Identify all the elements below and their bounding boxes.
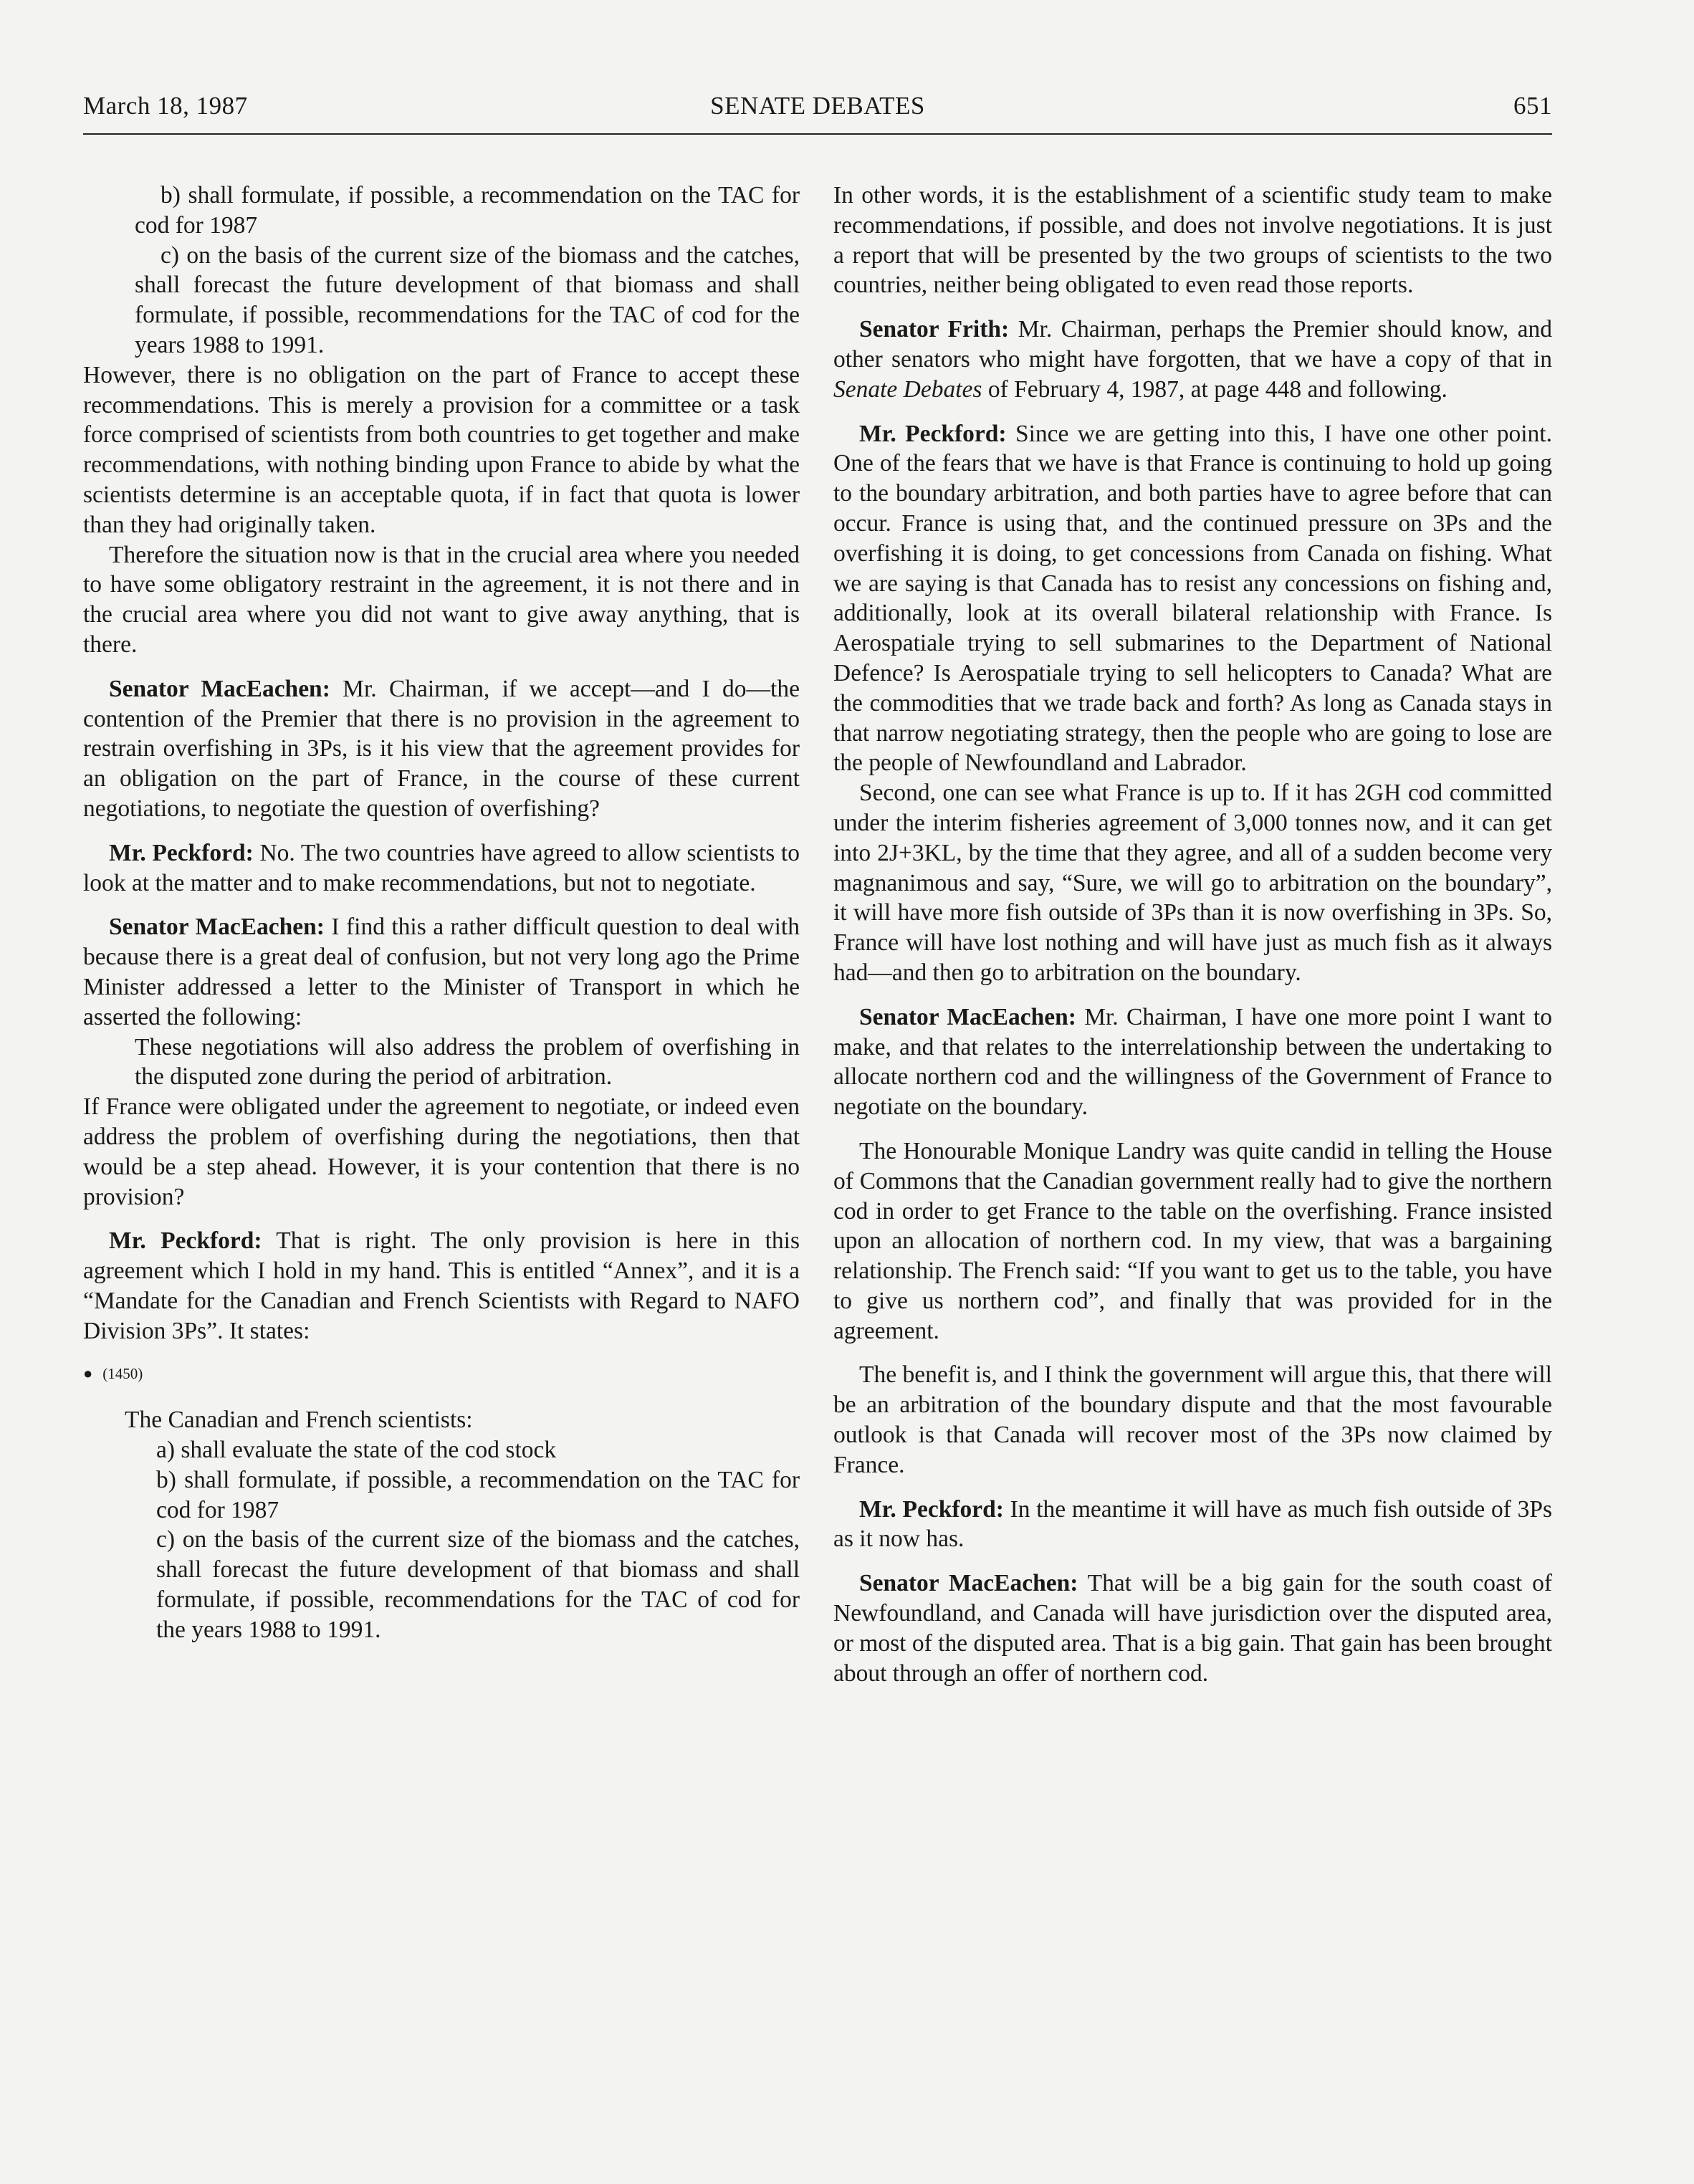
header-date: March 18, 1987 <box>83 92 248 120</box>
speaker-name: Senator Frith: <box>859 316 1010 343</box>
paragraph: If France were obligated under the agreement to negotiate, or indeed even address the problem of overfishing during the negotiations, then that would be a step ahead. However, it is your contention that there is no provision? <box>83 1093 800 1210</box>
page-header <box>83 92 1552 135</box>
speech <box>83 1226 800 1346</box>
speech-text: That will be a big gain for the south coast of Newfoundland, and Canada will have jurisdiction over the disputed area, or most of the disputed area. That is a big gain. That gain has been brought about through an offer of northern cod. <box>833 1570 1552 1687</box>
speech-text: That is right. The only provision is here in this agreement which I hold in my hand. This is entitled “Annex”, and it is a “Mandate for the Canadian and French Scientists with Regard to NAFO Division 3Ps”. It states: <box>83 1227 800 1344</box>
time-marker-label: (1450) <box>102 1365 143 1383</box>
speech-text: Mr. Chairman, if we accept—and I do—the contention of the Premier that there is no provision in the agreement to restrain overfishing in 3Ps, is it his view that the agreement provides for an obligation on the part of France, in the course of these current negotiations, to negotiate the question of overfishing? <box>83 675 800 822</box>
speaker-name: Senator MacEachen: <box>859 1003 1076 1030</box>
paragraph: Therefore the situation now is that in the crucial area where you needed to have some obligatory restraint in the agreement, it is not there and in the crucial area where you did not want to give away anything, that is there. <box>83 541 800 658</box>
speech-text: Mr. Chairman, perhaps the Premier should know, and other senators who might have forgotten, that we have a copy of that in <box>833 316 1552 373</box>
left-column <box>83 181 800 1645</box>
quote-intro: The Canadian and French scientists: <box>125 1407 473 1434</box>
quote-item-c: c) on the basis of the current size of the biomass and the catches, shall forecast the future development of that biomass and shall formulate, if possible, recommendations for the TAC of cod for the years 1988 to 1991. <box>135 241 800 358</box>
page-number: 651 <box>1513 92 1552 120</box>
paragraph: Second, one can see what France is up to. If it has 2GH cod committed under the interim fisheries agreement of 3,000 tonnes now, and it can get into 2J+3KL, by the time that they agree, and all of a sudden become very magnanimous and say, “Sure, we will go to arbitration on the boundary”, it will have more fish outside of 3Ps than it is now overfishing in 3Ps. So, France will have lost nothing and will have just as much fish as it always had—and then go to arbitration on the boundary. <box>833 780 1552 986</box>
paragraph: In other words, it is the establishment of a scientific study team to make recommendations, if possible, and does not involve negotiations. It is just a report that will be presented by the two groups of scientists to the two countries, neither being obligated to even read those reports. <box>833 182 1552 299</box>
speech-text: I find this a rather difficult question to deal with because there is a great deal of confusion, but not very long ago the Prime Minister addressed a letter to the Minister of Transport in which he asserted the following: <box>83 914 800 1030</box>
speaker-name: Senator MacEachen: <box>109 914 325 941</box>
quote-item-a: a) shall evaluate the state of the cod stock <box>156 1437 557 1464</box>
time-marker <box>83 1359 800 1389</box>
speech-text: No. The two countries have agreed to allow scientists to look at the matter and to make recommendations, but not to negotiate. <box>83 839 800 896</box>
speech <box>833 1495 1552 1555</box>
quote-item-b: b) shall formulate, if possible, a recommendation on the TAC for cod for 1987 <box>135 182 800 239</box>
quote-item-b: b) shall formulate, if possible, a recommendation on the TAC for cod for 1987 <box>156 1466 800 1523</box>
speech <box>833 419 1552 779</box>
speech-text: In the meantime it will have as much fish outside of 3Ps as it now has. <box>833 1495 1553 1553</box>
speech <box>833 1002 1552 1122</box>
speaker-name: Mr. Peckford: <box>109 839 254 866</box>
speech <box>833 1568 1552 1688</box>
speaker-name: Senator MacEachen: <box>859 1570 1078 1597</box>
header-title: SENATE DEBATES <box>710 92 925 120</box>
speech-text: of February 4, 1987, at page 448 and following. <box>982 375 1447 403</box>
speech-text: Since we are getting into this, I have one other point. One of the fears that we have is that France is continuing to hold up going to the boundary arbitration, and both parties have to agree before that can occur. France is using that, and the continued pressure on 3Ps and the overfishing it is doing, to get concessions from Canada on fishing. What we are saying is that Canada has to resist any concessions on fishing and, additionally, look at its overall bilateral relationship with France. Is Aerospatiale trying to sell submarines to the Department of National Defence? Is Aerospatiale trying to sell helicopters to Canada? What are the commodities that we trade back and forth? As long as Canada stays in that narrow negotiating strategy, then the people who are going to lose are the people of Newfoundland and Labrador. <box>833 420 1552 777</box>
speech <box>83 838 800 899</box>
speaker-name: Mr. Peckford: <box>859 420 1007 447</box>
bullet-icon: ● <box>83 1364 93 1383</box>
speaker-name: Senator MacEachen: <box>109 675 330 702</box>
quote-item-c: c) on the basis of the current size of the biomass and the catches, shall forecast the future development of that biomass and shall formulate, if possible, recommendations for the TAC of cod for the years 1988 to 1991. <box>156 1526 800 1643</box>
paragraph: The Honourable Monique Landry was quite candid in telling the House of Commons that the Canadian government really had to give the northern cod in order to get France to the table on the overfishing. France insisted upon an allocation of northern cod. In my view, that was a bargaining relationship. The French said: “If you want to get us to the table, you have to give us northern cod”, and finally that was provided for in the agreement. <box>833 1137 1552 1344</box>
speaker-name: Mr. Peckford: <box>109 1227 262 1255</box>
speech-text: Mr. Chairman, I have one more point I want to make, and that relates to the interrelationship between the undertaking to allocate northern cod and the willingness of the Government of France to negotiate on the boundary. <box>833 1003 1552 1121</box>
speech <box>83 912 800 1032</box>
publication-title: Senate Debates <box>833 375 982 403</box>
right-column <box>833 181 1552 1688</box>
speech <box>833 315 1552 404</box>
speaker-name: Mr. Peckford: <box>859 1495 1004 1523</box>
paragraph: However, there is no obligation on the part of France to accept these recommendations. This is merely a provision for a committee or a task force comprised of scientists from both countries to get together and make recommendations, with nothing binding upon France to abide by what the scientists determine is an acceptable quota, if in fact that quota is lower than they had originally taken. <box>83 361 800 538</box>
block-quote: These negotiations will also address the problem of overfishing in the disputed zone during the period of arbitration. <box>135 1033 800 1091</box>
speech <box>83 674 800 824</box>
paragraph: The benefit is, and I think the government will argue this, that there will be an arbitration of the boundary dispute and that the most favourable outlook is that Canada will recover most of the 3Ps now claimed by France. <box>833 1361 1552 1478</box>
